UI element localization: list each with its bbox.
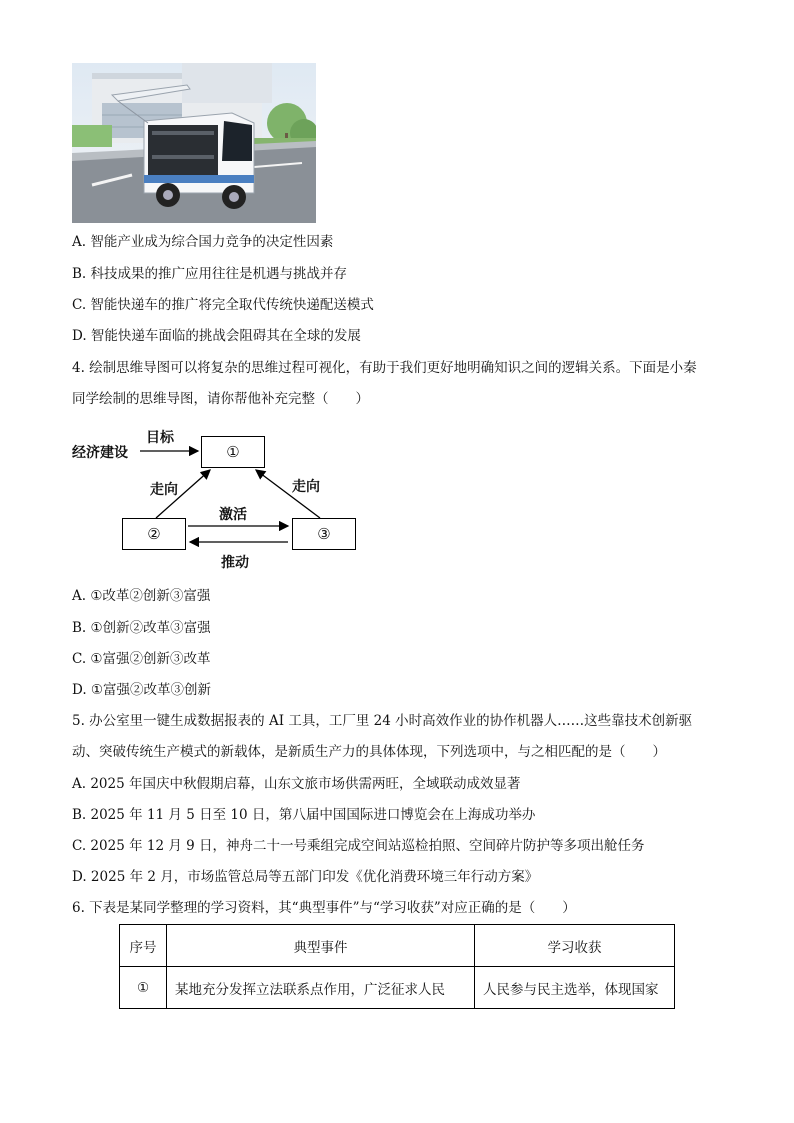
box-2: ② bbox=[122, 518, 186, 550]
table-cell-event: 某地充分发挥立法联系点作用，广泛征求人民 bbox=[167, 967, 475, 1009]
q6-stem: 6. 下表是某同学整理的学习资料，其“典型事件”与“学习收获”对应正确的是（ ） bbox=[72, 900, 576, 916]
q4-stem-line1: 4. 绘制思维导图可以将复杂的思维过程可视化，有助于我们更好地明确知识之间的逻辑关系。下面是小秦 bbox=[72, 360, 697, 376]
box-3: ③ bbox=[292, 518, 356, 550]
table-header-event: 典型事件 bbox=[167, 925, 475, 967]
q4-option-b: B. ①创新②改革③富强 bbox=[72, 620, 211, 636]
q3-option-a: A. 智能产业成为综合国力竞争的决定性因素 bbox=[72, 234, 334, 250]
left-toward-label: 走向 bbox=[150, 482, 178, 498]
table-cell-gain: 人民参与民主选举，体现国家 bbox=[475, 967, 675, 1009]
q5-stem-line2: 动、突破传统生产模式的新载体，是新质生产力的具体体现，下列选项中，与之相匹配的是（ ） bbox=[72, 744, 666, 760]
q5-option-c: C. 2025 年 12 月 9 日，神舟二十一号乘组完成空间站巡检拍照、空间碎片防护等多项出舱任务 bbox=[72, 838, 645, 854]
delivery-vehicle-photo bbox=[72, 63, 316, 223]
promote-label: 推动 bbox=[221, 555, 249, 571]
q6-table bbox=[119, 924, 675, 1009]
table-header-row bbox=[120, 925, 675, 967]
table-header-gain: 学习收获 bbox=[475, 925, 675, 967]
goal-label: 目标 bbox=[146, 430, 174, 446]
q5-option-a: A. 2025 年国庆中秋假期启幕，山东文旅市场供需两旺，全域联动成效显著 bbox=[72, 776, 521, 792]
table-header-index: 序号 bbox=[120, 925, 167, 967]
q4-option-c: C. ①富强②创新③改革 bbox=[72, 651, 211, 667]
activate-label: 激活 bbox=[219, 507, 247, 523]
table-cell-index: ① bbox=[120, 967, 167, 1009]
q5-option-d: D. 2025 年 2 月，市场监管总局等五部门印发《优化消费环境三年行动方案》 bbox=[72, 869, 539, 885]
q3-option-d: D. 智能快递车面临的挑战会阻碍其在全球的发展 bbox=[72, 328, 361, 344]
q3-option-c: C. 智能快递车的推广将完全取代传统快递配送模式 bbox=[72, 297, 374, 313]
mind-map-diagram bbox=[70, 424, 370, 574]
delivery-vehicle-illustration bbox=[72, 63, 316, 223]
q5-stem-line1: 5. 办公室里一键生成数据报表的 AI 工具，工厂里 24 小时高效作业的协作机器人……这些靠技术创新驱 bbox=[72, 713, 693, 729]
q4-option-a: A. ①改革②创新③富强 bbox=[72, 588, 211, 604]
box-1: ① bbox=[201, 436, 265, 468]
table-row bbox=[120, 967, 675, 1009]
q4-stem-line2: 同学绘制的思维导图，请你帮他补充完整（ ） bbox=[72, 391, 369, 407]
right-toward-label: 走向 bbox=[292, 479, 320, 495]
q3-option-b: B. 科技成果的推广应用往往是机遇与挑战并存 bbox=[72, 266, 348, 282]
economic-construction-label: 经济建设 bbox=[72, 445, 128, 461]
q4-option-d: D. ①富强②改革③创新 bbox=[72, 682, 212, 698]
diagram-arrows bbox=[70, 424, 370, 574]
q5-option-b: B. 2025 年 11 月 5 日至 10 日，第八届中国国际进口博览会在上海成功举办 bbox=[72, 807, 536, 823]
